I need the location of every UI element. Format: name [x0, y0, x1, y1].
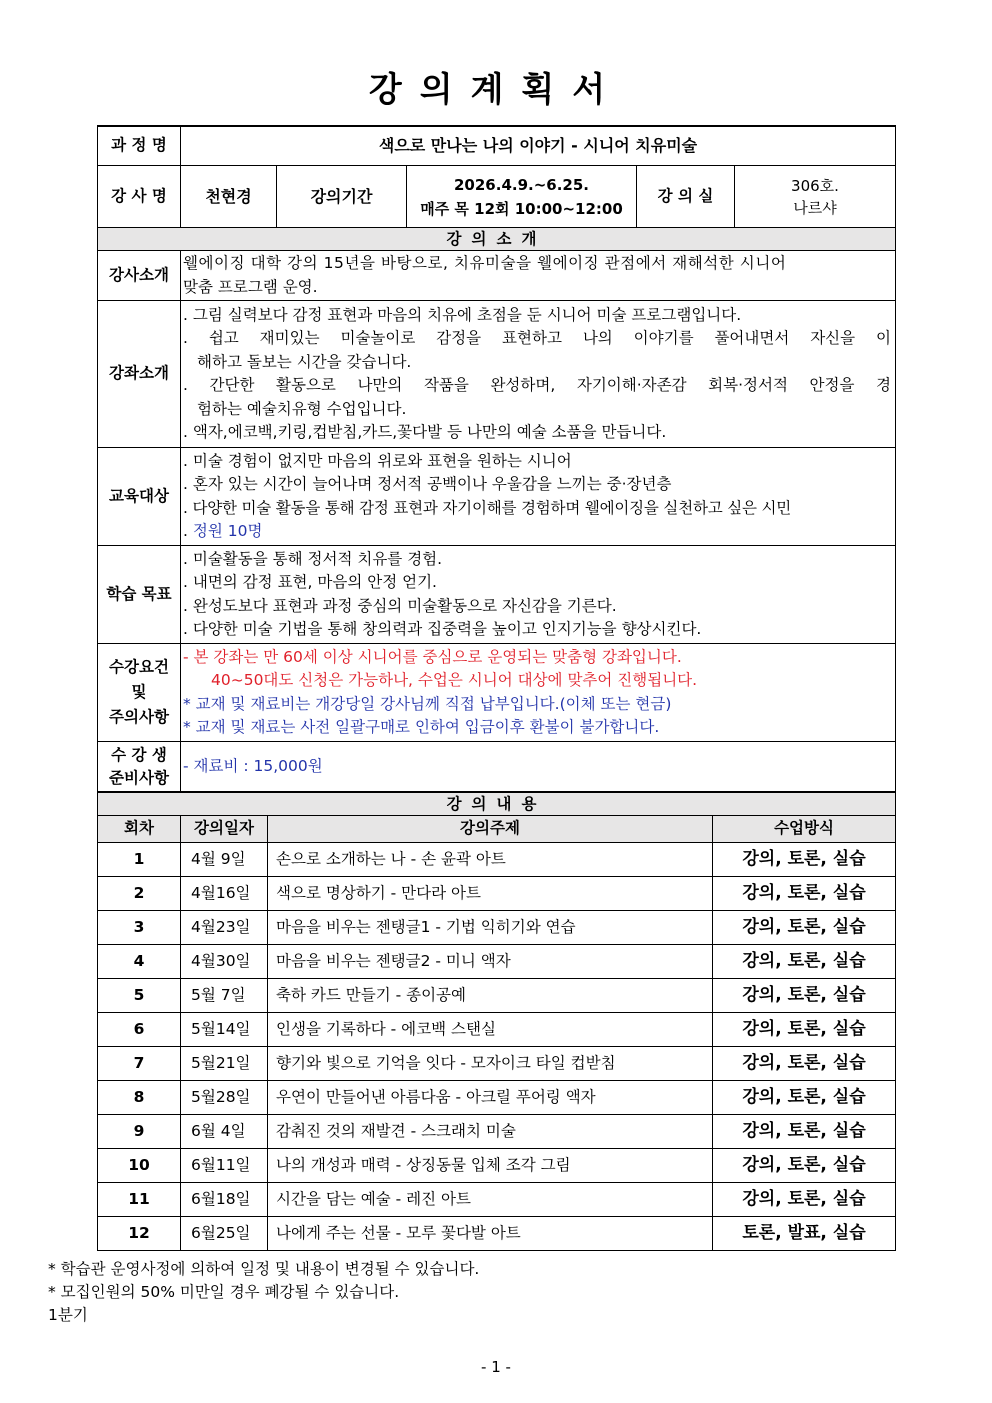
schedule-method: 강의, 토론, 실습	[713, 945, 896, 979]
target-capacity-prefix: .	[183, 522, 193, 540]
schedule-method: 강의, 토론, 실습	[713, 979, 896, 1013]
schedule-table	[97, 792, 896, 1251]
quarter-note: 1분기	[48, 1306, 88, 1324]
prep-label-line: 준비사항	[109, 768, 169, 787]
course-intro-label: 강좌소개	[98, 301, 181, 448]
schedule-method: 강의, 토론, 실습	[713, 1047, 896, 1081]
schedule-topic: 축하 카드 만들기 - 종이공예	[268, 979, 713, 1013]
goal-line: . 완성도보다 표현과 과정 중심의 미술활동으로 자신감을 기른다.	[183, 596, 617, 615]
goal-line: . 내면의 감정 표현, 마음의 안정 얻기.	[183, 573, 437, 591]
requirements-label-line: 수강요건	[109, 658, 169, 676]
requirements-label	[98, 644, 181, 742]
schedule-no: 3	[98, 911, 181, 945]
prep-label	[98, 742, 181, 792]
schedule-date: 4월16일	[181, 877, 268, 911]
schedule-header-date: 강의일자	[181, 816, 268, 843]
target-line: . 미술 경험이 없지만 마음의 위로와 표현을 원하는 시니어	[183, 451, 572, 470]
course-name: 색으로 만나는 나의 이야기 - 시니어 치유미술	[181, 126, 896, 165]
course-intro-line: 해하고 돌보는 시간을 갖습니다.	[197, 352, 412, 371]
room-number: 306호.	[791, 176, 839, 195]
footer-notes	[48, 1258, 479, 1327]
schedule-rows	[98, 843, 896, 1251]
schedule-topic: 나에게 주는 선물 - 모루 꽃다발 아트	[268, 1217, 713, 1251]
target-capacity: 정원 10명	[192, 522, 263, 540]
schedule-row	[98, 843, 896, 877]
schedule-row	[98, 945, 896, 979]
schedule-row	[98, 1149, 896, 1183]
schedule-date: 5월21일	[181, 1047, 268, 1081]
schedule-method: 강의, 토론, 실습	[713, 911, 896, 945]
schedule-no: 11	[98, 1183, 181, 1217]
schedule-no: 1	[98, 843, 181, 877]
goal-line: . 미술활동을 통해 정서적 치유를 경험.	[183, 549, 443, 568]
schedule-topic: 시간을 담는 예술 - 레진 아트	[268, 1183, 713, 1217]
requirements-label-line: 및	[131, 683, 147, 701]
schedule-row	[98, 877, 896, 911]
schedule-row	[98, 979, 896, 1013]
requirements	[181, 644, 896, 742]
instructor-intro-label: 강사소개	[98, 251, 181, 301]
goals-label: 학습 목표	[98, 546, 181, 644]
requirements-label-line: 주의사항	[109, 708, 169, 726]
note-line: * 모집인원의 50% 미만일 경우 폐강될 수 있습니다.	[48, 1283, 400, 1301]
schedule-row	[98, 1047, 896, 1081]
schedule-date: 6월25일	[181, 1217, 268, 1251]
schedule-topic: 마음을 비우는 젠탱글2 - 미니 액자	[268, 945, 713, 979]
schedule-topic: 우연이 만들어낸 아름다움 - 아크릴 푸어링 액자	[268, 1081, 713, 1115]
schedule-date: 5월14일	[181, 1013, 268, 1047]
schedule-method: 강의, 토론, 실습	[713, 1013, 896, 1047]
course-intro	[181, 301, 896, 448]
schedule-no: 10	[98, 1149, 181, 1183]
target-line: . 혼자 있는 시간이 늘어나며 정서적 공백이나 우울감을 느끼는 중·장년층	[183, 475, 672, 493]
schedule-no: 4	[98, 945, 181, 979]
schedule-method: 강의, 토론, 실습	[713, 877, 896, 911]
course-name-label: 과 정 명	[98, 126, 181, 165]
schedule-topic: 마음을 비우는 젠탱글1 - 기법 익히기와 연습	[268, 911, 713, 945]
course-intro-line: . 그림 실력보다 감정 표현과 마음의 치유에 초점을 둔 시니어 미술 프로그램입니다.	[183, 305, 742, 324]
prep-materials: - 재료비 : 15,000원	[181, 742, 896, 792]
schedule-method: 강의, 토론, 실습	[713, 1081, 896, 1115]
schedule-topic: 향기와 빛으로 기억을 잇다 - 모자이크 타일 컵받침	[268, 1047, 713, 1081]
goal-line: . 다양한 미술 기법을 통해 창의력과 집중력을 높이고 인지기능을 향상시킨다.	[183, 620, 702, 638]
period-label: 강의기간	[277, 165, 407, 228]
schedule-date: 4월30일	[181, 945, 268, 979]
target-label: 교육대상	[98, 448, 181, 546]
schedule-row	[98, 1183, 896, 1217]
schedule-no: 6	[98, 1013, 181, 1047]
instructor-intro-line: 웰에이징 대학 강의 15년을 바탕으로, 치유미술을 웰에이징 관점에서 재해석한 시니어	[183, 254, 787, 272]
schedule-header-no: 회차	[98, 816, 181, 843]
page-number: - 1 -	[481, 1358, 511, 1376]
schedule-topic: 손으로 소개하는 나 - 손 윤곽 아트	[268, 843, 713, 877]
schedule-row	[98, 1013, 896, 1047]
schedule-method: 토론, 발표, 실습	[713, 1217, 896, 1251]
schedule-date: 4월 9일	[181, 843, 268, 877]
schedule-topic: 인생을 기록하다 - 에코백 스탠실	[268, 1013, 713, 1047]
instructor-label: 강 사 명	[98, 165, 181, 228]
course-intro-line: 험하는 예술치유형 수업입니다.	[197, 399, 407, 418]
schedule-no: 5	[98, 979, 181, 1013]
schedule-method: 강의, 토론, 실습	[713, 843, 896, 877]
course-intro-line: . 쉽고 재미있는 미술놀이로 감정을 표현하고 나의 이야기를 풀어내면서 자신을 이	[183, 329, 891, 347]
schedule-date: 5월28일	[181, 1081, 268, 1115]
schedule-no: 2	[98, 877, 181, 911]
schedule-no: 9	[98, 1115, 181, 1149]
target-line: . 다양한 미술 활동을 통해 감정 표현과 자기이해를 경험하며 웰에이징을 실천하고 싶은 시민	[183, 498, 792, 517]
course-header-table	[97, 125, 896, 229]
instructor-name: 천현경	[181, 165, 277, 228]
schedule-row	[98, 1081, 896, 1115]
course-intro-line: . 간단한 활동으로 나만의 작품을 완성하며, 자기이해·자존감 회복·정서적 안정을 경	[183, 376, 891, 394]
schedule-row	[98, 911, 896, 945]
schedule-date: 6월11일	[181, 1149, 268, 1183]
intro-section-header: 강의소개	[98, 228, 896, 251]
prep-label-line: 수 강 생	[111, 745, 167, 764]
schedule-method: 강의, 토론, 실습	[713, 1183, 896, 1217]
schedule-topic: 색으로 명상하기 - 만다라 아트	[268, 877, 713, 911]
period-schedule: 매주 목 12회 10:00~12:00	[420, 199, 623, 218]
schedule-section-header: 강의내용	[98, 793, 896, 816]
note-line: * 학습관 운영사정에 의하여 일정 및 내용이 변경될 수 있습니다.	[48, 1260, 480, 1278]
requirement-line: * 교재 및 재료는 사전 일괄구매로 인하여 입금이후 환불이 불가합니다.	[183, 718, 660, 736]
instructor-intro	[181, 251, 896, 301]
target-capacity-line	[183, 520, 893, 544]
schedule-row	[98, 1115, 896, 1149]
schedule-topic: 나의 개성과 매력 - 상징동물 입체 조각 그림	[268, 1149, 713, 1183]
schedule-date: 5월 7일	[181, 979, 268, 1013]
requirement-line: 40~50대도 신청은 가능하나, 수업은 시니어 대상에 맞추어 진행됩니다.	[211, 671, 698, 689]
schedule-no: 12	[98, 1217, 181, 1251]
learning-goals	[181, 546, 896, 644]
schedule-row	[98, 1217, 896, 1251]
room-value	[735, 165, 896, 228]
document-title: 강의계획서	[368, 70, 624, 110]
period-dates: 2026.4.9.~6.25.	[454, 175, 589, 194]
schedule-header-topic: 강의주제	[268, 816, 713, 843]
schedule-topic: 감춰진 것의 재발견 - 스크래치 미술	[268, 1115, 713, 1149]
schedule-date: 6월18일	[181, 1183, 268, 1217]
schedule-method: 강의, 토론, 실습	[713, 1149, 896, 1183]
schedule-no: 7	[98, 1047, 181, 1081]
schedule-date: 4월23일	[181, 911, 268, 945]
room-name: 나르샤	[793, 198, 837, 217]
requirement-line: - 본 강좌는 만 60세 이상 시니어를 중심으로 운영되는 맞춤형 강좌입니다.	[183, 647, 682, 666]
schedule-header-method: 수업방식	[713, 816, 896, 843]
schedule-method: 강의, 토론, 실습	[713, 1115, 896, 1149]
instructor-intro-line: 맞춤 프로그램 운영.	[183, 277, 318, 296]
course-intro-table	[97, 227, 896, 792]
schedule-no: 8	[98, 1081, 181, 1115]
schedule-date: 6월 4일	[181, 1115, 268, 1149]
target-audience	[181, 448, 896, 546]
course-intro-line: . 액자,에코백,키링,컵받침,카드,꽃다발 등 나만의 예술 소품을 만듭니다.	[183, 423, 667, 441]
room-label: 강 의 실	[637, 165, 735, 228]
requirement-line: * 교재 및 재료비는 개강당일 강사님께 직접 납부입니다.(이체 또는 현금)	[183, 694, 672, 713]
period-value	[407, 165, 637, 228]
